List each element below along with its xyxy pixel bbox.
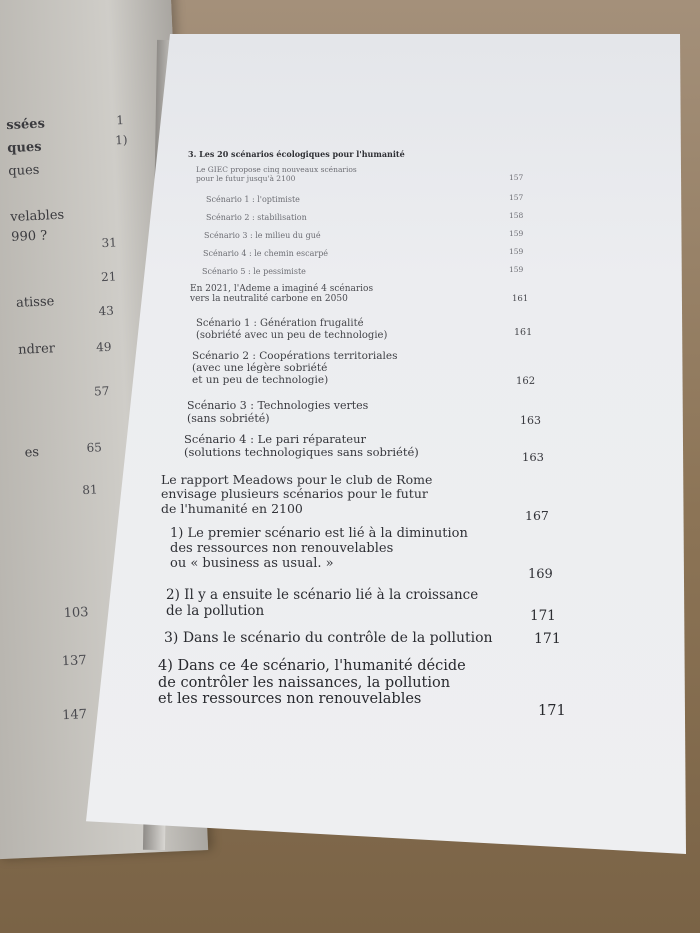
toc-entry-line: Scénario 2 : stabilisation bbox=[206, 213, 307, 222]
toc-page-number: 157 bbox=[509, 173, 524, 182]
toc-entry-line: Scénario 3 : le milieu du gué bbox=[204, 231, 321, 240]
toc-entry bbox=[164, 630, 493, 646]
left-page-number: 103 bbox=[63, 605, 89, 622]
toc-entry-line: Le GIEC propose cinq nouveaux scénarios bbox=[196, 165, 357, 174]
toc-entry-line: Scénario 5 : le pessimiste bbox=[202, 267, 306, 276]
toc-entry-line: Scénario 2 : Coopérations territoriales bbox=[192, 350, 398, 362]
toc-entry-line: (sans sobriété) bbox=[187, 411, 270, 425]
left-page-number: 65 bbox=[86, 440, 103, 455]
toc-entry-line: Scénario 1 : l'optimiste bbox=[206, 195, 300, 204]
toc-page-number: 159 bbox=[509, 229, 524, 238]
left-page-number: 21 bbox=[100, 269, 117, 285]
toc-page-number: 161 bbox=[514, 327, 533, 338]
toc-entry-line: pour le futur jusqu'à 2100 bbox=[196, 173, 296, 183]
toc-entry-line: vers la neutralité carbone en 2050 bbox=[190, 294, 348, 305]
left-page-number: 147 bbox=[61, 707, 88, 724]
toc-entry bbox=[190, 284, 373, 305]
toc-page-number: 167 bbox=[525, 508, 549, 523]
toc-page-number: 163 bbox=[522, 450, 544, 464]
left-page-fragment: velables bbox=[10, 207, 65, 226]
toc-entry-line: 1) Le premier scénario est lié à la diminution bbox=[170, 526, 468, 541]
toc-entry-line: des ressources non renouvelables bbox=[170, 540, 394, 556]
left-page-number: 1) bbox=[114, 132, 128, 148]
section-heading bbox=[188, 150, 405, 159]
toc-entry-line: et les ressources non renouvelables bbox=[158, 691, 422, 708]
toc-entry bbox=[158, 658, 466, 708]
toc-entry-line: 4) Dans ce 4e scénario, l'humanité décide bbox=[158, 658, 466, 674]
toc-entry bbox=[204, 231, 321, 240]
toc-entry bbox=[161, 473, 432, 516]
section-heading-text: 3. Les 20 scénarios écologiques pour l'humanité bbox=[188, 149, 405, 159]
toc-entry bbox=[184, 433, 419, 459]
left-page-number: 57 bbox=[93, 383, 110, 399]
left-page-number: 81 bbox=[82, 482, 98, 498]
toc-entry bbox=[187, 400, 368, 425]
toc-page-number: 162 bbox=[516, 376, 536, 387]
toc-entry-line: 2) Il y a ensuite le scénario lié à la croissance bbox=[166, 587, 479, 603]
toc-entry bbox=[196, 318, 387, 341]
toc-entry bbox=[196, 166, 357, 183]
toc-entry bbox=[170, 527, 468, 572]
left-page-number: 31 bbox=[101, 235, 118, 251]
toc-entry-line: de contrôler les naissances, la pollution bbox=[158, 674, 451, 691]
left-page-fragment: atisse bbox=[15, 294, 55, 311]
left-page-number: 49 bbox=[95, 339, 112, 355]
toc-entry bbox=[206, 213, 307, 222]
toc-page-number: 171 bbox=[534, 631, 561, 647]
toc-page-number: 171 bbox=[538, 703, 566, 719]
toc-entry-line: et un peu de technologie) bbox=[192, 374, 329, 387]
toc-page-number: 163 bbox=[520, 414, 541, 427]
left-page-fragment: ndrer bbox=[17, 341, 56, 358]
toc-entry-line: envisage plusieurs scénarios pour le futur bbox=[161, 486, 428, 502]
toc-entry bbox=[206, 195, 300, 204]
toc-entry-line: Scénario 3 : Technologies vertes bbox=[187, 399, 369, 412]
left-page-number: 137 bbox=[61, 653, 87, 670]
toc-page-number: 171 bbox=[530, 608, 556, 624]
toc-page-number: 161 bbox=[512, 294, 529, 304]
toc-entry bbox=[192, 350, 398, 386]
toc-entry-line: ou « business as usual. » bbox=[170, 555, 334, 571]
left-page-fragment: 990 ? bbox=[10, 228, 48, 246]
toc-entry-line: Scénario 4 : le chemin escarpé bbox=[203, 249, 329, 258]
toc-entry-line: (avec une légère sobriété bbox=[192, 362, 328, 375]
toc-entry-line: Le rapport Meadows pour le club de Rome bbox=[161, 472, 433, 487]
toc-entry bbox=[166, 588, 478, 619]
toc-entry bbox=[203, 249, 328, 258]
toc-entry-line: 3) Dans le scénario du contrôle de la pollution bbox=[164, 630, 493, 646]
toc-page-number: 159 bbox=[509, 247, 524, 256]
left-page-number: 43 bbox=[98, 303, 115, 319]
toc-entry bbox=[202, 267, 306, 276]
toc-entry-line: de l'humanité en 2100 bbox=[161, 500, 303, 516]
left-page-fragment: es bbox=[24, 445, 40, 461]
toc-page-number: 159 bbox=[509, 265, 524, 274]
toc-page-number: 157 bbox=[509, 193, 524, 202]
toc-page-number: 169 bbox=[528, 567, 553, 582]
left-page-fragment: ssées bbox=[6, 116, 46, 134]
toc-entry-line: En 2021, l'Ademe a imaginé 4 scénarios bbox=[190, 284, 374, 294]
toc-entry-line: (sobriété avec un peu de technologie) bbox=[196, 329, 388, 341]
left-page-fragment: ques bbox=[7, 139, 42, 157]
left-page-fragment: ques bbox=[8, 162, 40, 180]
toc-entry-line: Scénario 1 : Génération frugalité bbox=[196, 318, 364, 329]
toc-entry-line: (solutions technologiques sans sobriété) bbox=[184, 445, 419, 460]
toc-entry-line: de la pollution bbox=[166, 602, 265, 619]
toc-entry-line: Scénario 4 : Le pari réparateur bbox=[184, 432, 366, 446]
toc-page-number: 158 bbox=[509, 211, 524, 220]
left-page-number: 1 bbox=[115, 112, 125, 128]
